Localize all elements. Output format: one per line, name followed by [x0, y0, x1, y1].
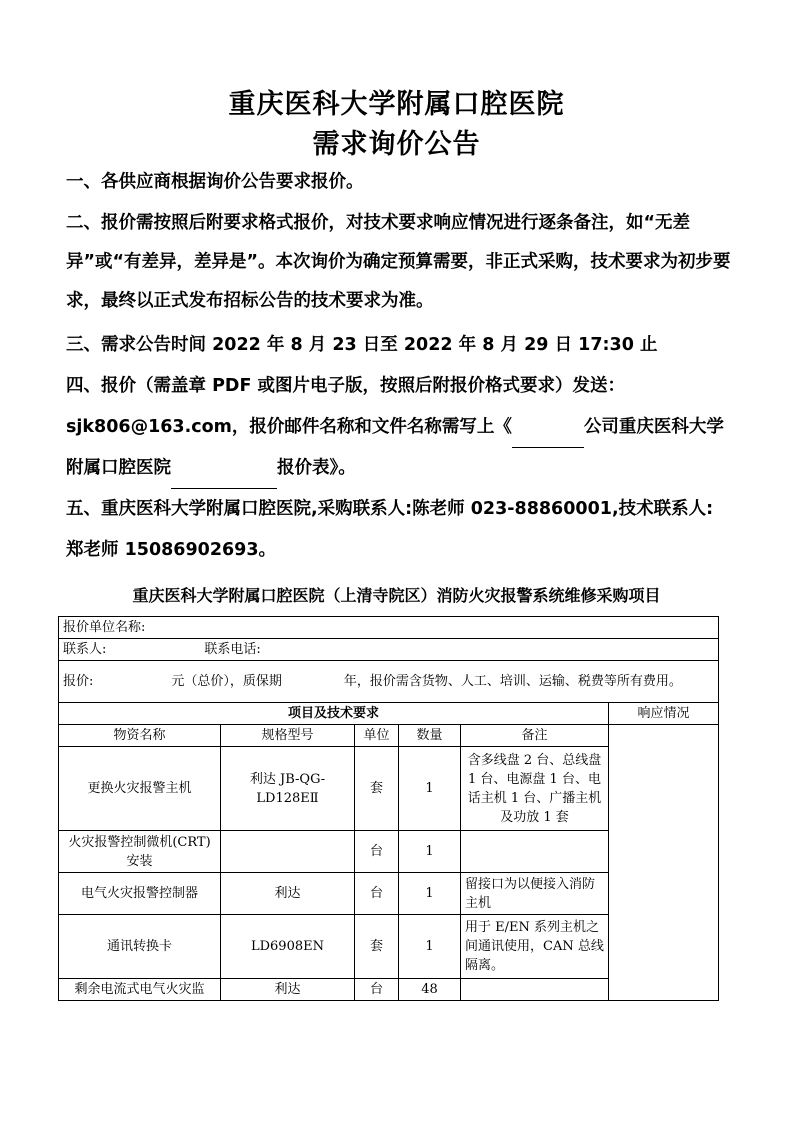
quote-table-text: 报价表》。: [277, 458, 356, 478]
row-qty: 1: [399, 915, 461, 979]
section-header: 项目及技术要求: [59, 703, 609, 725]
row-unit: 台: [355, 831, 399, 873]
row-unit: 套: [355, 747, 399, 831]
row-unit: 台: [355, 873, 399, 915]
row-name: 剩余电流式电气火灾监: [59, 979, 221, 1001]
notice-item-4-line3: [66, 449, 731, 489]
response-header: 响应情况: [609, 703, 719, 725]
col-header-qty: 数量: [399, 725, 461, 747]
notice-item-5-line1: 五、重庆医科大学附属口腔医院,采购联系人:陈老师 023-88860001,技术联系人:: [66, 499, 714, 519]
hospital-text: 附属口腔医院: [66, 458, 171, 478]
row-name: 通讯转换卡: [59, 915, 221, 979]
notice-item-4-line1: 四、报价（需盖章 PDF 或图片电子版，按照后附报价格式要求）发送：: [66, 376, 625, 396]
row-note: 含多线盘 2 台、总线盘 1 台、电源盘 1 台、电话主机 1 台、广播主机及功放 1 套: [461, 747, 609, 831]
row-note: 用于 E/EN 系列主机之间通讯使用，CAN 总线隔离。: [461, 915, 609, 979]
quote-terms-text: 年，报价需含货物、人工、培训、运输、税费等所有费用。: [343, 674, 682, 689]
blank-company: [512, 408, 584, 448]
document-subtitle: 需求询价公告: [312, 129, 481, 160]
row-unit: 套: [355, 915, 399, 979]
row-model: 利达 JB-QG-LD128EⅡ: [221, 747, 355, 831]
email-text: sjk806@163.com，报价邮件名称和文件名称需写上《: [66, 417, 512, 437]
row-note: 留接口为以便接入消防主机: [461, 873, 609, 915]
quote-total-text: 元（总价），质保期: [171, 674, 282, 689]
contact-label: 联系人:: [63, 642, 107, 657]
response-cell: [609, 725, 719, 1001]
notice-item-5-line2: 郑老师 15086902693。: [66, 540, 277, 560]
row-model: 利达: [221, 873, 355, 915]
row-name: 电气火灾报警控制器: [59, 873, 221, 915]
row-name: 更换火灾报警主机: [59, 747, 221, 831]
row-qty: 48: [399, 979, 461, 1001]
col-header-name: 物资名称: [59, 725, 221, 747]
contact-cell: [59, 639, 719, 661]
row-name: 火灾报警控制微机(CRT)安装: [59, 831, 221, 873]
quote-table: [58, 616, 719, 1001]
row-unit: 台: [355, 979, 399, 1001]
bidder-name-cell: 报价单位名称:: [59, 617, 719, 639]
col-header-unit: 单位: [355, 725, 399, 747]
col-header-note: 备注: [461, 725, 609, 747]
document-title: 重庆医科大学附属口腔医院: [228, 89, 565, 120]
blank-project: [171, 449, 277, 489]
notice-item-1: 一、各供应商根据询价公告要求报价。: [66, 172, 364, 192]
quote-label: 报价:: [63, 674, 94, 689]
row-qty: 1: [399, 747, 461, 831]
row-model: [221, 831, 355, 873]
row-note: [461, 979, 609, 1001]
email-text-cont: 公司重庆医科大学: [583, 417, 724, 437]
quote-terms-cell: [59, 661, 719, 703]
row-model: LD6908EN: [221, 915, 355, 979]
notice-item-3: 三、需求公告时间 2022 年 8 月 23 日至 2022 年 8 月 29 日 17:30 止: [66, 335, 658, 355]
row-note: [461, 831, 609, 873]
row-qty: 1: [399, 831, 461, 873]
row-qty: 1: [399, 873, 461, 915]
phone-label: 联系电话:: [204, 642, 261, 657]
col-header-model: 规格型号: [221, 725, 355, 747]
notice-item-4-line2: [66, 408, 731, 448]
notice-item-2: 二、报价需按照后附要求格式报价，对技术要求响应情况进行逐条备注，如“无差异”或“有差异，差异是”。本次询价为确定预算需要，非正式采购，技术要求为初步要求，最终以正式发布招标公告的技术要求为准。: [66, 213, 731, 311]
row-model: 利达: [221, 979, 355, 1001]
table-title: 重庆医科大学附属口腔医院（上清寺院区）消防火灾报警系统维修采购项目: [132, 586, 661, 605]
